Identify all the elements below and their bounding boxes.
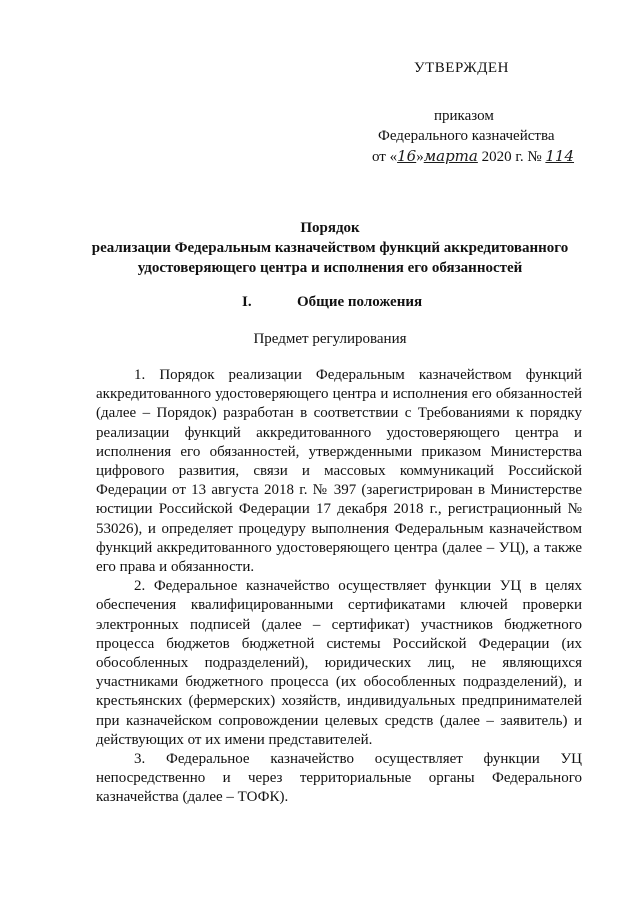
document-body: [96, 366, 582, 808]
section-name: Общие положения: [297, 294, 423, 310]
section-number: I.: [242, 294, 252, 310]
handwritten-day: 16: [397, 147, 417, 165]
handwritten-month: марта: [423, 147, 478, 165]
subject-heading: Предмет регулирования: [253, 331, 407, 347]
approval-stamp: УТВЕРЖДЕН: [414, 60, 509, 76]
date-prefix: от «: [372, 149, 398, 165]
date-quote-close: »: [416, 149, 424, 165]
date-year: 2020 г. №: [481, 149, 542, 165]
approval-date-line: [372, 146, 574, 167]
approval-issuer: Федерального казначейства: [378, 128, 555, 144]
approval-order-label: приказом: [434, 108, 494, 124]
paragraph-1: 1. Порядок реализации Федеральным казначейством функций аккредитованного удостоверяющего центра и исполнения его обязанностей (далее – Порядок) разработан в соответствии с Требованиями к порядку реализации функций аккредитованного удостоверяющего центра и исполнения его обязанностей, утвержденными приказом Министерства цифрового развития, связи и массовых коммуникаций Российской Федерации от 13 августа 2018 г. № 397 (зарегистрирован в Министерстве юстиции Российской Федерации 17 декабря 2018 г., регистрационный № 53026), и определяет процедуру выполнения Федеральным казначейством функций аккредитованного удостоверяющего центра (далее – УЦ), а также его права и обязанности.: [96, 367, 582, 576]
document-subtitle-line2: удостоверяющего центра и исполнения его обязанностей: [137, 260, 523, 276]
document-subtitle-line1: реализации Федеральным казначейством функций аккредитованного: [91, 240, 569, 256]
paragraph-3: 3. Федеральное казначейство осуществляет функции УЦ непосредственно и через территориальные органы Федерального казначейства (далее – ТОФК).: [96, 751, 582, 806]
handwritten-number: 114: [545, 147, 575, 165]
document-title: Порядок: [300, 220, 360, 236]
paragraph-2: 2. Федеральное казначейство осуществляет функции УЦ в целях обеспечения квалифицированными сертификатами ключей проверки электронных подписей (далее – сертификат) участников бюджетного процесса бюджетов бюджетной системы Российской Федерации (их обособленных подразделений), юридических лиц, не являющихся участниками бюджетного процесса (их обособленных подразделений), и крестьянских (фермерских) хозяйств, индивидуальных предпринимателей при казначейском сопровождении целевых средств (далее – заявитель) и действующих от их имени представителей.: [96, 578, 582, 748]
